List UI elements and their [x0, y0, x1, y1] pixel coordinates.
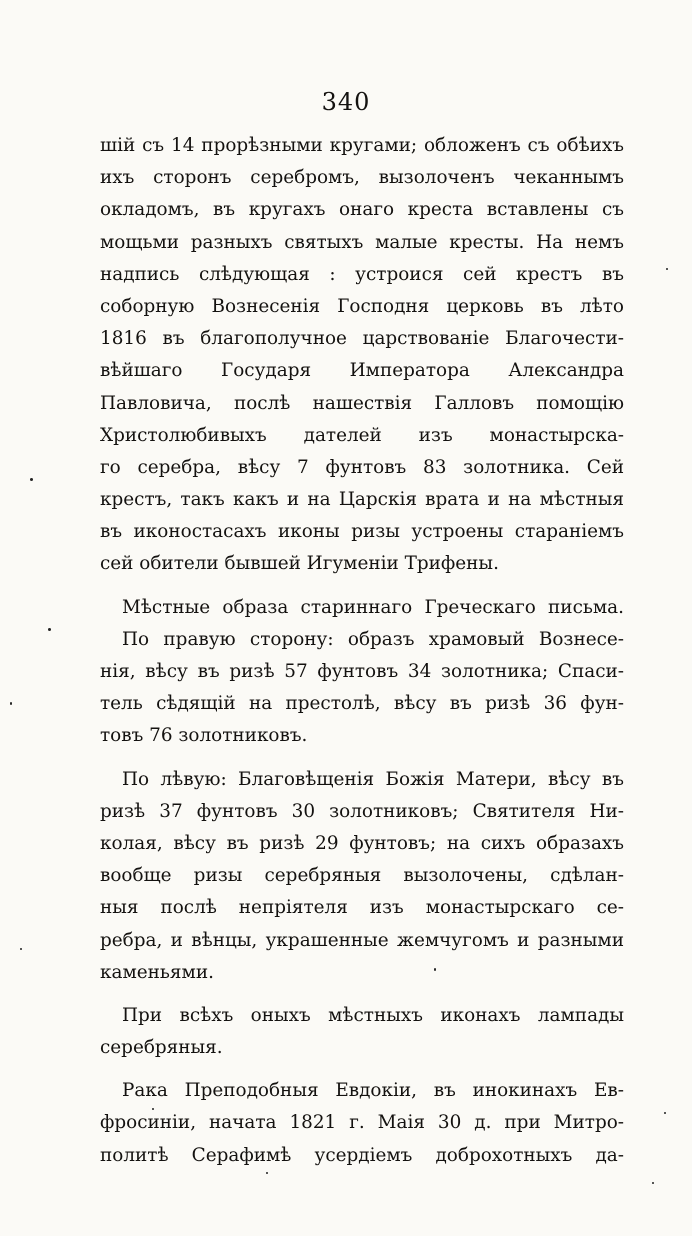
- text-line: колая, вѣсу въ ризѣ 29 фунтовъ; на сихъ образахъ: [100, 832, 624, 854]
- text-line: ныя послѣ непріятеля изъ монастырскаго се-: [100, 897, 624, 919]
- text-line: го серебра, вѣсу 7 фунтовъ 83 золотника. Сей: [100, 456, 624, 478]
- scan-speck: [30, 478, 33, 481]
- scan-speck: [152, 1108, 154, 1110]
- text-line: ихъ сторонъ серебромъ, вызолоченъ чеканнымъ: [100, 167, 624, 189]
- text-line: тель сѣдящій на престолѣ, вѣсу въ ризѣ 36 фун-: [100, 693, 624, 715]
- scan-speck: [434, 968, 436, 971]
- scan-speck: [20, 948, 22, 950]
- text-line: крестъ, такъ какъ и на Царскія врата и на мѣстныя: [100, 489, 624, 511]
- text-line: въ иконостасахъ иконы ризы устроены стараніемъ: [100, 521, 624, 543]
- text-line: При всѣхъ оныхъ мѣстныхъ иконахъ лампады: [122, 1004, 624, 1026]
- text-line: окладомъ, въ кругахъ онаго креста вставлены съ: [100, 199, 624, 221]
- text-line: Христолюбивыхъ дателей изъ монастырска-: [100, 424, 624, 446]
- text-line: фросиніи, начата 1821 г. Маія 30 д. при Митро-: [100, 1112, 624, 1134]
- text-line: товъ 76 золотниковъ.: [100, 725, 308, 747]
- text-line: шій съ 14 прорѣзными кругами; обложенъ съ обѣихъ: [100, 135, 624, 156]
- scan-speck: [664, 1112, 666, 1114]
- text-line: серебряныя.: [100, 1037, 223, 1059]
- paragraph-left-side: [100, 764, 624, 989]
- text-line: вообще ризы серебряныя вызолочены, сдѣлан-: [100, 865, 624, 887]
- text-line: ребра, и вѣнцы, украшенные жемчугомъ и разными: [100, 929, 624, 951]
- paragraph-local-icons: [100, 592, 624, 753]
- text-line: сей обители бывшей Игуменіи Трифены.: [100, 553, 499, 575]
- text-line: надпись слѣдующая : устроися сей крестъ въ: [100, 263, 624, 285]
- paragraph-reliquary: [100, 1075, 624, 1172]
- text-line: 1816 въ благополучное царствованіе Благочести-: [100, 328, 624, 350]
- text-line: По правую сторону: образъ храмовый Вознесе-: [122, 628, 624, 650]
- scan-speck: [652, 1182, 654, 1184]
- text-line: соборную Вознесенія Господня церковь въ лѣто: [100, 295, 624, 317]
- text-line: ризѣ 37 фунтовъ 30 золотниковъ; Святителя Ни-: [100, 800, 624, 822]
- text-line: мощьми разныхъ святыхъ малые кресты. На немъ: [100, 231, 624, 253]
- scan-speck: [10, 702, 12, 705]
- text-line: каменьями.: [100, 961, 214, 983]
- text-line: Павловича, послѣ нашествія Галловъ помощію: [100, 392, 624, 414]
- text-line: По лѣвую: Благовѣщенія Божія Матери, вѣсу въ: [122, 768, 624, 790]
- text-line: вѣйшаго Государя Императора Александра: [100, 360, 624, 382]
- text-line: политѣ Серафимѣ усердіемъ доброхотныхъ да-: [100, 1144, 624, 1166]
- body-text: [100, 130, 624, 1172]
- scan-speck: [666, 268, 668, 270]
- text-line: Мѣстные образа стариннаго Греческаго письма.: [122, 596, 624, 618]
- paragraph-cross-description: [100, 130, 624, 581]
- page-number: 340: [321, 88, 371, 116]
- paragraph-lamps: [100, 1000, 624, 1064]
- text-line: Рака Преподобныя Евдокіи, въ инокинахъ Ев-: [122, 1080, 624, 1102]
- text-line: нія, вѣсу въ ризѣ 57 фунтовъ 34 золотника; Спаси-: [100, 661, 624, 682]
- scan-speck: [48, 628, 51, 631]
- scan-speck: [266, 1172, 268, 1174]
